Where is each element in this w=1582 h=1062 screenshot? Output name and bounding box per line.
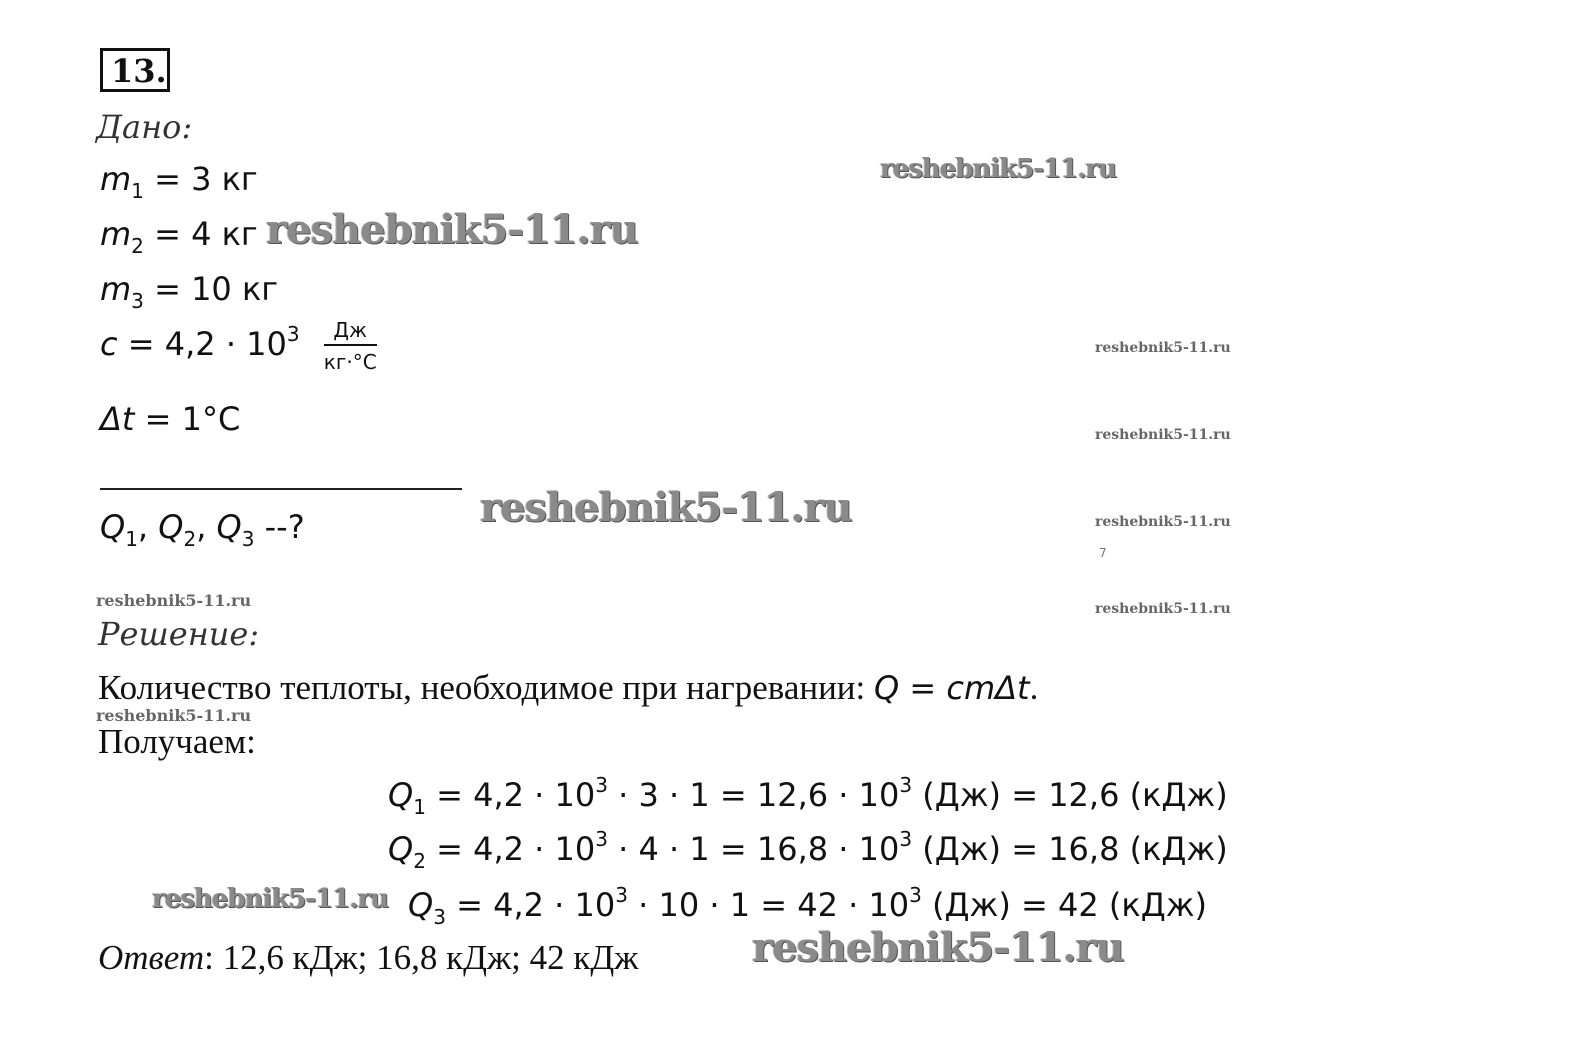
q3-symbol: Q: [216, 508, 242, 546]
find-suffix: --?: [264, 508, 305, 546]
c-value: = 4,2 · 10: [127, 325, 287, 363]
dt-symbol: Δt: [100, 400, 135, 438]
given-c: [100, 318, 377, 374]
eq1-sub: 1: [413, 795, 426, 819]
watermark: reshebnik5-11.ru: [1095, 427, 1231, 443]
c-unit-numerator: Дж: [324, 318, 377, 346]
heat-formula: Q = cmΔt: [874, 669, 1030, 707]
q2-symbol: Q: [158, 508, 184, 546]
eq3-e2: 3: [909, 883, 922, 907]
m2-sub: 2: [131, 234, 144, 258]
find-line: [100, 508, 305, 551]
m3-value: = 10 кг: [154, 270, 279, 308]
eq2-q: Q: [388, 830, 414, 868]
m3-sub: 3: [131, 289, 144, 313]
eq3-c: (Дж) = 42 (кДж): [921, 886, 1208, 924]
eq1-q: Q: [388, 776, 414, 814]
m3-symbol: m: [100, 270, 132, 308]
c-unit-denominator: кг·°С: [323, 350, 377, 374]
find-sep-2: ,: [196, 508, 207, 546]
eq2-c: (Дж) = 16,8 (кДж): [912, 830, 1228, 868]
equation-q3: [408, 883, 1208, 929]
given-m3: [100, 270, 279, 313]
eq3-a: = 4,2 · 10: [445, 886, 616, 924]
c-symbol: c: [100, 325, 118, 363]
intro-end: .: [1029, 668, 1039, 707]
problem-number: 13.: [100, 48, 170, 92]
equation-q2: [388, 827, 1228, 873]
given-dt: [100, 400, 240, 438]
eq1-e2: 3: [899, 773, 913, 797]
intro-text: Количество теплоты, необходимое при нагревании:: [98, 668, 875, 707]
answer-line: [98, 938, 638, 978]
eq1-a: = 4,2 · 10: [425, 776, 596, 814]
q2-sub: 2: [183, 527, 197, 551]
obtain-text: Получаем:: [98, 722, 256, 761]
eq3-sub: 3: [433, 905, 446, 929]
q1-symbol: Q: [100, 508, 126, 546]
watermark: reshebnik5-11.ru: [1095, 514, 1231, 530]
find-sep-1: ,: [137, 508, 149, 546]
m2-symbol: m: [100, 215, 132, 253]
watermark: reshebnik5-11.ru: [480, 484, 852, 531]
watermark: reshebnik5-11.ru: [96, 591, 252, 610]
watermark: reshebnik5-11.ru: [880, 154, 1117, 184]
given-divider: [100, 488, 462, 490]
eq1-e1: 3: [595, 773, 608, 797]
eq2-e1: 3: [595, 827, 608, 851]
q1-sub: 1: [125, 527, 138, 551]
watermark: reshebnik5-11.ru: [1095, 601, 1231, 617]
eq3-q: Q: [408, 886, 434, 924]
eq3-b: · 10 · 1 = 42 · 10: [627, 886, 910, 924]
given-heading: Дано:: [96, 108, 193, 146]
watermark: reshebnik5-11.ru: [1095, 340, 1231, 356]
watermark: reshebnik5-11.ru: [752, 924, 1124, 971]
dt-value: = 1°C: [144, 400, 241, 438]
q3-sub: 3: [241, 527, 255, 551]
m1-symbol: m: [100, 160, 132, 198]
watermark: reshebnik5-11.ru: [96, 706, 252, 725]
watermark: reshebnik5-11.ru: [266, 206, 638, 253]
eq2-sub: 2: [413, 849, 426, 873]
equation-q1: [388, 773, 1228, 819]
answer-value: : 12,6 кДж; 16,8 кДж; 42 кДж: [204, 938, 639, 977]
answer-label: Ответ: [98, 938, 205, 977]
c-unit-fraction: [324, 318, 377, 374]
eq3-e1: 3: [615, 883, 628, 907]
eq2-a: = 4,2 · 10: [425, 830, 596, 868]
eq2-b: · 4 · 1 = 16,8 · 10: [607, 830, 900, 868]
given-m2: [100, 215, 258, 258]
m2-value: = 4 кг: [154, 215, 258, 253]
given-m1: [100, 160, 258, 203]
m1-sub: 1: [131, 179, 144, 203]
eq1-c: (Дж) = 12,6 (кДж): [912, 776, 1228, 814]
watermark: reshebnik5-11.ru: [152, 884, 389, 914]
c-exp: 3: [286, 322, 300, 346]
tick-mark: 7: [1099, 546, 1107, 560]
eq1-b: · 3 · 1 = 12,6 · 10: [607, 776, 900, 814]
solution-intro: [98, 668, 1038, 708]
eq2-e2: 3: [899, 827, 913, 851]
m1-value: = 3 кг: [154, 160, 258, 198]
solution-heading: Решение:: [98, 615, 260, 653]
